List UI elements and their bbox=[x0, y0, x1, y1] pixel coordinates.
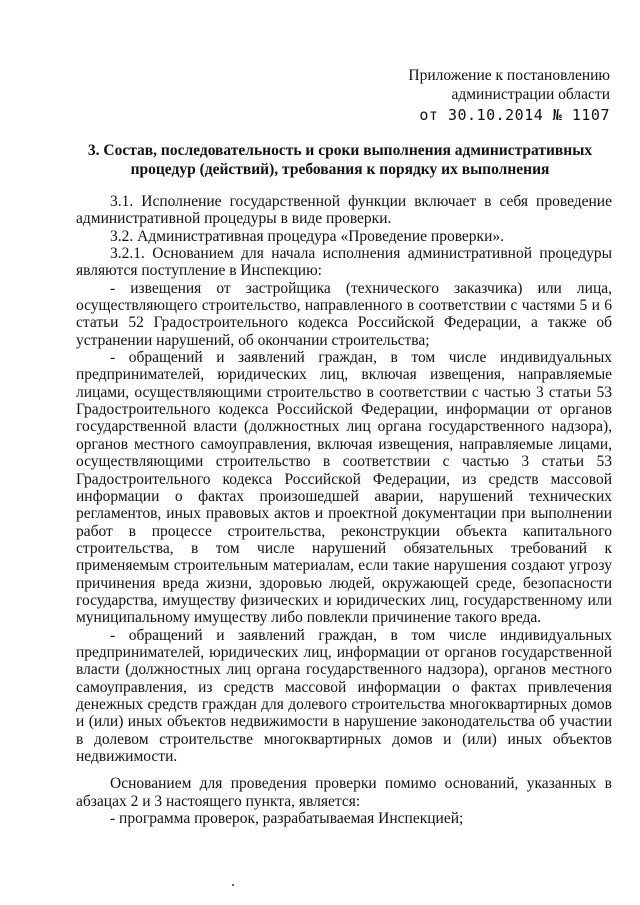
list-item-citizen-appeals-accident: - обращений и заявлений граждан, в том числе индивидуальных предпринимателей, юридических лиц, включая извещения, направляемые лицами, осуществляющими строительство в соответствии с частью 3 статьи 53 Градостроительного кодекса Российской Федерации, информации от органов государственной власти (должностных лиц органа государственного надзора), органов местного самоуправления, включая извещения, направляемые лицами, осуществляющими строительство в соответствии с частью 3 статьи 53 Градостроительного кодекса Российской Федерации, из средств массовой информации о фактах произошедшей аварии, нарушений технических регламентов, иных правовых актов и проектной документации при выполнении работ в процессе строительства, реконструкции объекта капитального строительства, в том числе нарушений обязательных требований к применяемым строительным материалам, если такие нарушения создают угрозу причинения вреда жизни, здоровью людей, окружающей среде, безопасности государства, имуществу физических и юридических лиц, государственному или муниципальному имуществу либо повлекли причинение такого вреда. bbox=[76, 349, 612, 627]
section-title-line-1: 3. Состав, последовательность и сроки выполнения административных bbox=[87, 142, 593, 159]
scan-speck bbox=[232, 884, 234, 886]
document-body bbox=[76, 193, 612, 827]
decree-date-number: от 30.10.2014 № 1107 bbox=[419, 106, 610, 124]
list-item-inspection-program: - программа проверок, разрабатываемая Инспекцией; bbox=[110, 810, 464, 828]
list-item-developer-notice: - извещения от застройщика (технического заказчика) или лица, осуществляющего строительство, направленного в соответствии с частями 5 и 6 статьи 52 Градостроительного кодекса Российской Федерации, а также об устранении нарушений, об окончании строительства; bbox=[76, 279, 612, 349]
list-item-citizen-appeals-shared-construction: - обращений и заявлений граждан, в том числе индивидуальных предпринимателей, юридических лиц, информации от органов государственной власти (должностных лиц органа государственного надзора), органов местного самоуправления, из средств массовой информации о фактах привлечения денежных средств граждан для долевого строительства многоквартирных домов и (или) иных объектов недвижимости в нарушение законодательства об участии в долевом строительстве многоквартирных домов и (или) иных объектов недвижимости. bbox=[76, 626, 612, 765]
paragraph-inspection-grounds: Основанием для проведения проверки помимо оснований, указанных в абзацах 2 и 3 настоящего пункта, является: bbox=[76, 775, 612, 810]
appendix-line-1: Приложение к постановлению bbox=[408, 67, 610, 84]
appendix-line-2: администрации области bbox=[451, 86, 610, 103]
appendix-header bbox=[360, 66, 610, 125]
section-title bbox=[60, 141, 620, 179]
section-title-line-2: процедур (действий), требования к порядку их выполнения bbox=[130, 161, 550, 178]
paragraph-3-1: 3.1. Исполнение государственной функции включает в себя проведение административной процедуры в виде проверки. bbox=[76, 193, 612, 228]
paragraph-3-2-1: 3.2.1. Основанием для начала исполнения административной процедуры являются поступление в Инспекцию: bbox=[76, 245, 612, 280]
paragraph-3-2: 3.2. Административная процедура «Проведение проверки». bbox=[110, 227, 505, 245]
